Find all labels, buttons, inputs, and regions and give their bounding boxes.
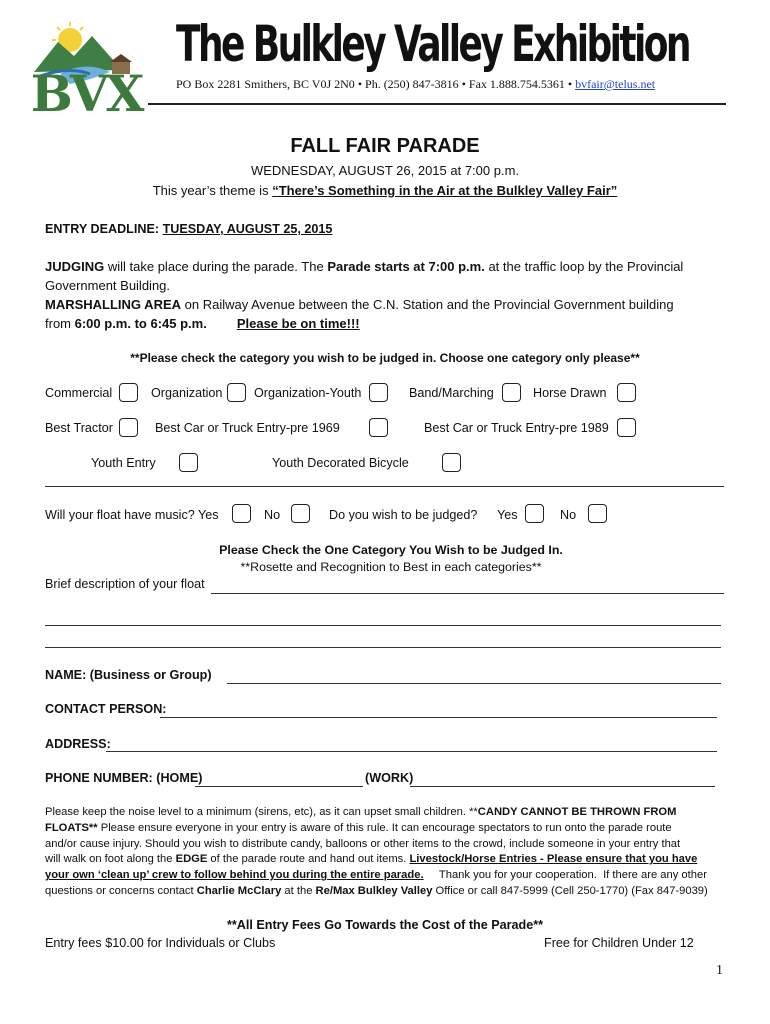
float-description-line-2[interactable]: [45, 625, 721, 626]
entry-fee-text: Entry fees $10.00 for Individuals or Clubs: [45, 936, 276, 950]
category-horse-checkbox[interactable]: [617, 383, 636, 402]
judging-text-3: Government Building.: [45, 278, 171, 293]
event-theme: [0, 183, 770, 198]
category-organization-label: Organization: [151, 386, 223, 400]
address-input[interactable]: [106, 751, 717, 752]
name-input[interactable]: [227, 683, 721, 684]
entry-deadline: [45, 222, 332, 236]
music-no-checkbox[interactable]: [291, 504, 310, 523]
section-divider: [45, 486, 724, 487]
livestock-notice: Livestock/Horse Entries - Please ensure that you have: [409, 853, 698, 866]
notice-text-h: of the parade route and hand out items.: [207, 853, 410, 866]
cleanup-notice: your own ‘clean up’ crew to follow behind you during the entire parade.: [45, 869, 424, 882]
org-title: The Bulkley Valley Exhibition: [176, 16, 689, 74]
float-description-input[interactable]: [211, 593, 724, 594]
page-title: FALL FAIR PARADE: [290, 135, 480, 157]
name-label: NAME: (Business or Group): [45, 668, 212, 682]
contact-info: [176, 77, 655, 92]
floats-warning: FLOATS**: [45, 821, 98, 834]
phone-home-input[interactable]: [195, 786, 363, 787]
category-youth-label: Youth Entry: [91, 456, 156, 470]
category-bicycle-checkbox[interactable]: [442, 453, 461, 472]
notice-text-e: and/or cause injury. Should you wish to distribute candy, balloons or other items to the crowd, include someone in your entry that: [45, 837, 681, 850]
bvx-logo: [30, 22, 142, 134]
judged-no-checkbox[interactable]: [588, 504, 607, 523]
children-fee-text: Free for Children Under 12: [544, 936, 694, 950]
phone-home-label: PHONE NUMBER: (HOME): [45, 771, 203, 785]
category-bicycle-label: Youth Decorated Bicycle: [272, 456, 409, 470]
contact-person-input[interactable]: [160, 717, 717, 718]
music-no-label: No: [264, 508, 281, 522]
judged-question: Do you wish to be judged?: [329, 508, 478, 522]
candy-warning: CANDY CANNOT BE THROWN FROM: [477, 806, 677, 818]
category-car1989-checkbox[interactable]: [617, 418, 636, 437]
category-tractor-label: Best Tractor: [45, 421, 113, 435]
phone-text: Ph. (250) 847-3816: [365, 77, 459, 91]
notice-text-p: Office or call 847-5999 (Cell 250-1770) (Fax 847-9039): [432, 884, 708, 897]
judged-yes-label: Yes: [497, 508, 518, 522]
check-one-note: Please Check the One Category You Wish to be Judged In.: [219, 543, 563, 557]
theme-prefix: This year’s theme is: [152, 183, 273, 198]
music-yes-checkbox[interactable]: [232, 504, 251, 523]
category-car1989-label: Best Car or Truck Entry-pre 1989: [424, 421, 609, 435]
be-on-time: Please be on time!!!: [236, 316, 360, 331]
notice-text-a: Please keep the noise level to a minimum (sirens, etc), as it can upset small children. **: [45, 806, 478, 818]
category-instruction: **Please check the category you wish to be judged in. Choose one category only please**: [130, 351, 640, 365]
category-organization-youth-label: Organization-Youth: [254, 386, 362, 400]
contact-name: Charlie McClary: [196, 884, 282, 897]
phone-work-label: (WORK): [365, 771, 414, 785]
float-description-label: Brief description of your float: [45, 577, 205, 591]
edge-text: EDGE: [175, 853, 208, 866]
bullet-icon: •: [461, 77, 469, 91]
category-organization-checkbox[interactable]: [227, 383, 246, 402]
logo-text: BVX: [30, 64, 142, 123]
judging-text-2: at the traffic loop by the Provincial: [484, 259, 684, 274]
category-tractor-checkbox[interactable]: [119, 418, 138, 437]
judged-no-label: No: [560, 508, 577, 522]
category-commercial-label: Commercial: [45, 386, 113, 400]
bullet-icon: •: [567, 77, 576, 91]
fees-heading: **All Entry Fees Go Towards the Cost of the Parade**: [226, 918, 544, 932]
notice-paragraph: [45, 805, 735, 900]
theme-text: “There’s Something in the Air at the Bulkley Valley Fair”: [272, 183, 618, 198]
bullet-icon: •: [357, 77, 366, 91]
notice-text-d: Please ensure everyone in your entry is aware of this rule. It can encourage spectators to run onto the parade route: [97, 821, 672, 834]
header-rule: [148, 103, 726, 105]
marshalling-from: from: [45, 316, 75, 331]
float-description-line-3[interactable]: [45, 647, 721, 648]
category-car1969-label: Best Car or Truck Entry-pre 1969: [155, 421, 340, 435]
deadline-date: TUESDAY, AUGUST 25, 2015: [162, 222, 333, 236]
marshalling-text: on Railway Avenue between the C.N. Station and the Provincial Government building: [181, 297, 674, 312]
music-question: Will your float have music? Yes: [45, 508, 219, 522]
phone-work-input[interactable]: [410, 786, 715, 787]
address-label: ADDRESS:: [45, 737, 111, 751]
judging-text: will take place during the parade. The: [104, 259, 328, 274]
category-organization-youth-checkbox[interactable]: [369, 383, 388, 402]
rosette-note: **Rosette and Recognition to Best in each categories**: [240, 560, 542, 574]
category-band-checkbox[interactable]: [502, 383, 521, 402]
judging-label: JUDGING: [45, 259, 105, 274]
parade-start: Parade starts at 7:00 p.m.: [327, 259, 485, 274]
email-link[interactable]: bvfair@telus.net: [575, 77, 656, 91]
category-car1969-checkbox[interactable]: [369, 418, 388, 437]
contact-person-label: CONTACT PERSON:: [45, 702, 167, 716]
marshalling-time: 6:00 p.m. to 6:45 p.m.: [74, 316, 207, 331]
address-text: PO Box 2281 Smithers, BC V0J 2N0: [176, 77, 355, 91]
fax-text: Fax 1.888.754.5361: [468, 77, 565, 91]
event-date: WEDNESDAY, AUGUST 26, 2015 at 7:00 p.m.: [250, 163, 520, 178]
notice-text-l: questions or concerns contact: [45, 884, 197, 897]
category-commercial-checkbox[interactable]: [119, 383, 138, 402]
category-band-label: Band/Marching: [409, 386, 494, 400]
deadline-label: ENTRY DEADLINE:: [45, 222, 163, 236]
judging-paragraph: [45, 257, 735, 333]
category-youth-checkbox[interactable]: [179, 453, 198, 472]
marshalling-label: MARSHALLING AREA: [45, 297, 182, 312]
page-number: 1: [716, 963, 723, 978]
office-name: Re/Max Bulkley Valley: [315, 884, 433, 897]
notice-text-n: at the: [281, 884, 316, 897]
judged-yes-checkbox[interactable]: [525, 504, 544, 523]
notice-text-k: Thank you for your cooperation. If there are any other: [423, 869, 707, 882]
category-horse-label: Horse Drawn: [533, 386, 607, 400]
notice-text-f: will walk on foot along the: [45, 853, 176, 866]
